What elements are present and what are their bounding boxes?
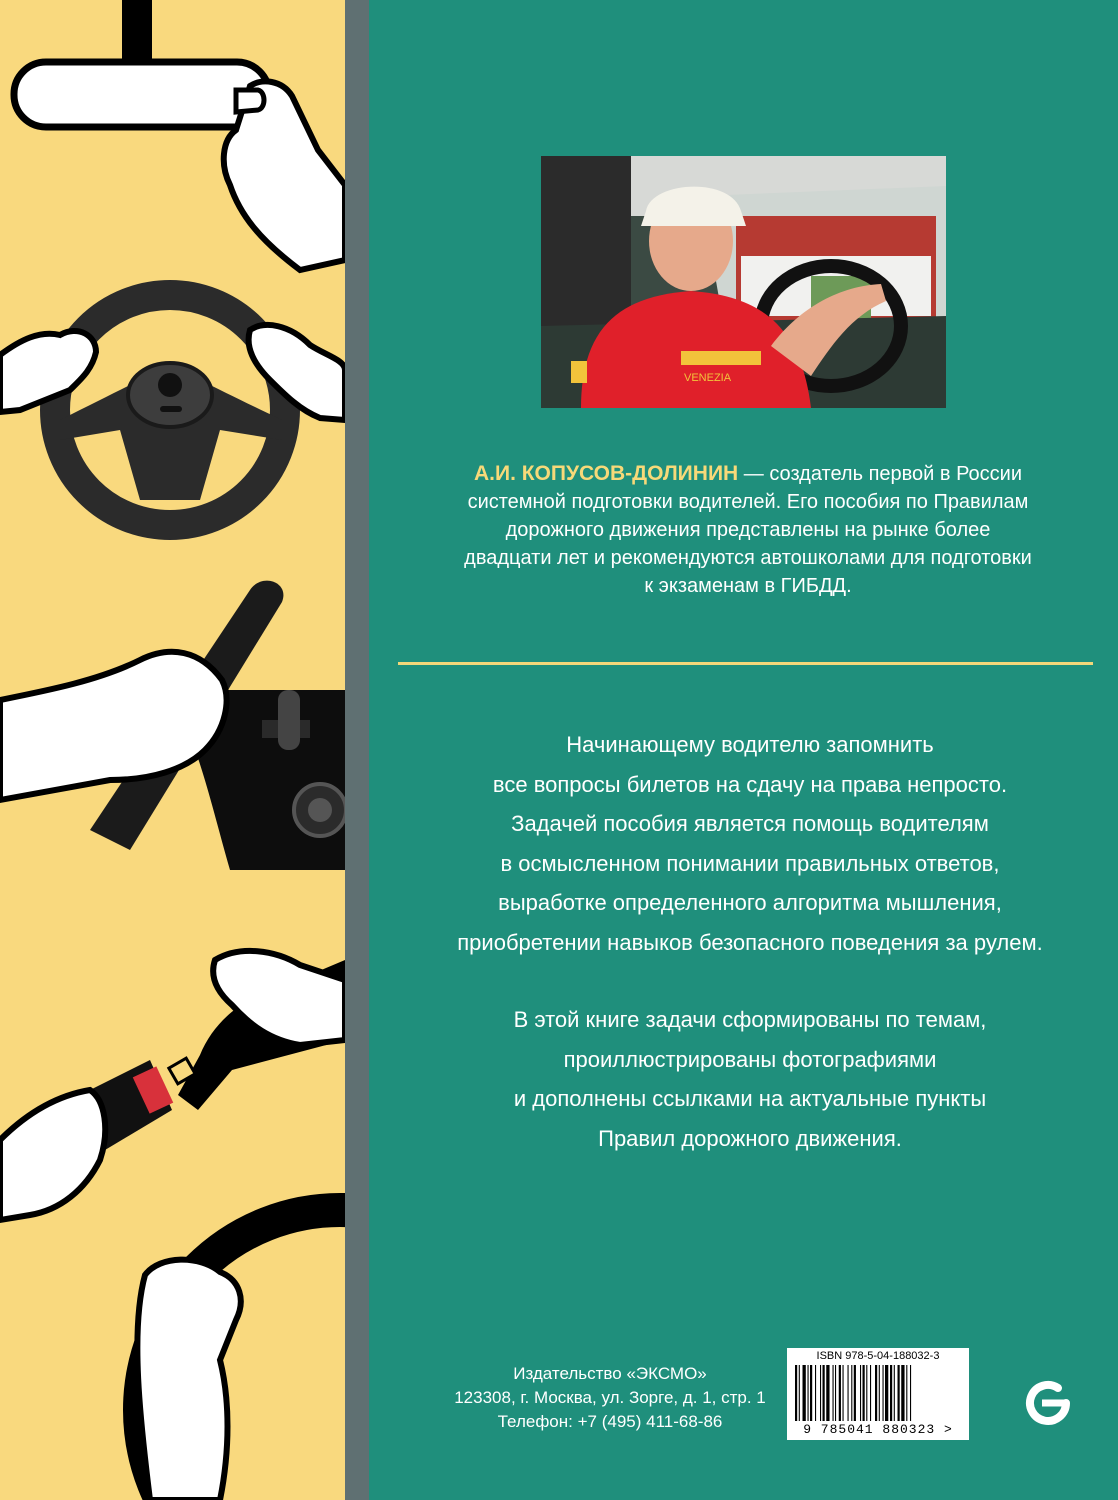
hand-on-buckle-icon bbox=[0, 951, 345, 1220]
barcode-bar bbox=[833, 1365, 834, 1421]
bio-line: — создатель первой в России bbox=[738, 463, 1023, 485]
eksmo-logo-icon bbox=[1020, 1375, 1076, 1431]
isbn-barcode bbox=[787, 1348, 969, 1440]
bio-line: двадцати лет и рекомендуются автошколами для подготовки bbox=[464, 547, 1032, 569]
bio-line: системной подготовки водителей. Его пособия по Правилам bbox=[467, 491, 1029, 513]
publisher-info bbox=[400, 1362, 820, 1434]
description-line: и дополнены ссылками на актуальные пункты bbox=[513, 1086, 987, 1111]
description-line: приобретении навыков безопасного поведения за рулем. bbox=[457, 929, 1043, 955]
divider-line bbox=[398, 662, 1093, 665]
illustration-panel bbox=[0, 0, 345, 1500]
rearview-mirror-icon bbox=[14, 0, 269, 127]
barcode-bar bbox=[906, 1365, 907, 1421]
barcode-bar bbox=[808, 1365, 809, 1421]
hand-on-mirror-icon bbox=[224, 81, 345, 270]
barcode-bar bbox=[870, 1365, 871, 1421]
description-line: Правил дорожного движения. bbox=[598, 1125, 902, 1151]
barcode-bar bbox=[910, 1365, 911, 1421]
barcode-bar bbox=[866, 1365, 867, 1421]
barcode-bar bbox=[898, 1365, 900, 1421]
barcode-bar bbox=[885, 1365, 888, 1421]
barcode-bar bbox=[879, 1365, 880, 1421]
isbn-text: ISBN 978-5-04-188032-3 bbox=[816, 1350, 940, 1362]
description-line: Задачей пособия является помощь водителям bbox=[511, 811, 989, 836]
author-name: А.И. КОПУСОВ-ДОЛИНИН bbox=[473, 462, 739, 485]
left-hand-on-wheel-icon bbox=[0, 331, 96, 412]
description-line: все вопросы билетов на сдачу на права непросто. bbox=[492, 771, 1008, 797]
barcode-bar bbox=[875, 1365, 877, 1421]
barcode-bar bbox=[860, 1365, 861, 1421]
barcode-bar bbox=[820, 1365, 821, 1421]
description-line: выработке определенного алгоритма мышления, bbox=[498, 890, 1002, 915]
description-paragraph-1 bbox=[390, 725, 1110, 962]
barcode-bar bbox=[851, 1365, 852, 1421]
spine-strip bbox=[345, 0, 369, 1500]
barcode-digits: 9 785041 880323 > bbox=[803, 1422, 953, 1437]
barcode-bar bbox=[890, 1365, 892, 1421]
barcode-bar bbox=[803, 1365, 806, 1421]
barcode-bar bbox=[835, 1365, 836, 1421]
right-hand-on-wheel-icon bbox=[249, 325, 345, 420]
barcode-bar bbox=[863, 1365, 865, 1421]
author-bio bbox=[395, 460, 1101, 600]
barcode-bar bbox=[826, 1365, 829, 1421]
barcode-bar bbox=[795, 1365, 797, 1421]
publisher-address: 123308, г. Москва, ул. Зорге, д. 1, стр. 1 bbox=[454, 1388, 766, 1407]
bio-line: дорожного движения представлены на рынке более bbox=[505, 519, 991, 541]
barcode-bar bbox=[883, 1365, 884, 1421]
description-line: в осмысленном понимании правильных ответов, bbox=[500, 850, 1000, 876]
hand-on-lower-wheel-icon bbox=[137, 1260, 240, 1500]
driving-hands-illustration bbox=[0, 0, 345, 1500]
barcode-bar bbox=[810, 1365, 812, 1421]
barcode-bars-icon bbox=[795, 1365, 961, 1421]
barcode-bar bbox=[823, 1365, 825, 1421]
barcode-bar bbox=[815, 1365, 816, 1421]
barcode-bar bbox=[854, 1365, 856, 1421]
author-photo bbox=[541, 156, 946, 408]
description-paragraph-2 bbox=[390, 1000, 1110, 1158]
description-line: Начинающему водителю запомнить bbox=[566, 732, 934, 757]
barcode-bar bbox=[894, 1365, 895, 1421]
hand-on-gear-icon bbox=[0, 652, 227, 800]
barcode-bar bbox=[843, 1365, 844, 1421]
description-line: проиллюстрированы фотографиями bbox=[563, 1046, 937, 1072]
barcode-bar bbox=[848, 1365, 849, 1421]
barcode-bar bbox=[901, 1365, 904, 1421]
publisher-phone: Телефон: +7 (495) 411-68-86 bbox=[497, 1412, 723, 1431]
publisher-name: Издательство «ЭКСМО» bbox=[513, 1364, 707, 1383]
barcode-bar bbox=[839, 1365, 841, 1421]
bio-line: к экзаменам в ГИБДД. bbox=[644, 575, 852, 597]
photo-shirt-text: VENEZIA bbox=[684, 372, 732, 384]
barcode-bar bbox=[799, 1365, 800, 1421]
description-line: В этой книге задачи сформированы по темам, bbox=[513, 1007, 987, 1032]
